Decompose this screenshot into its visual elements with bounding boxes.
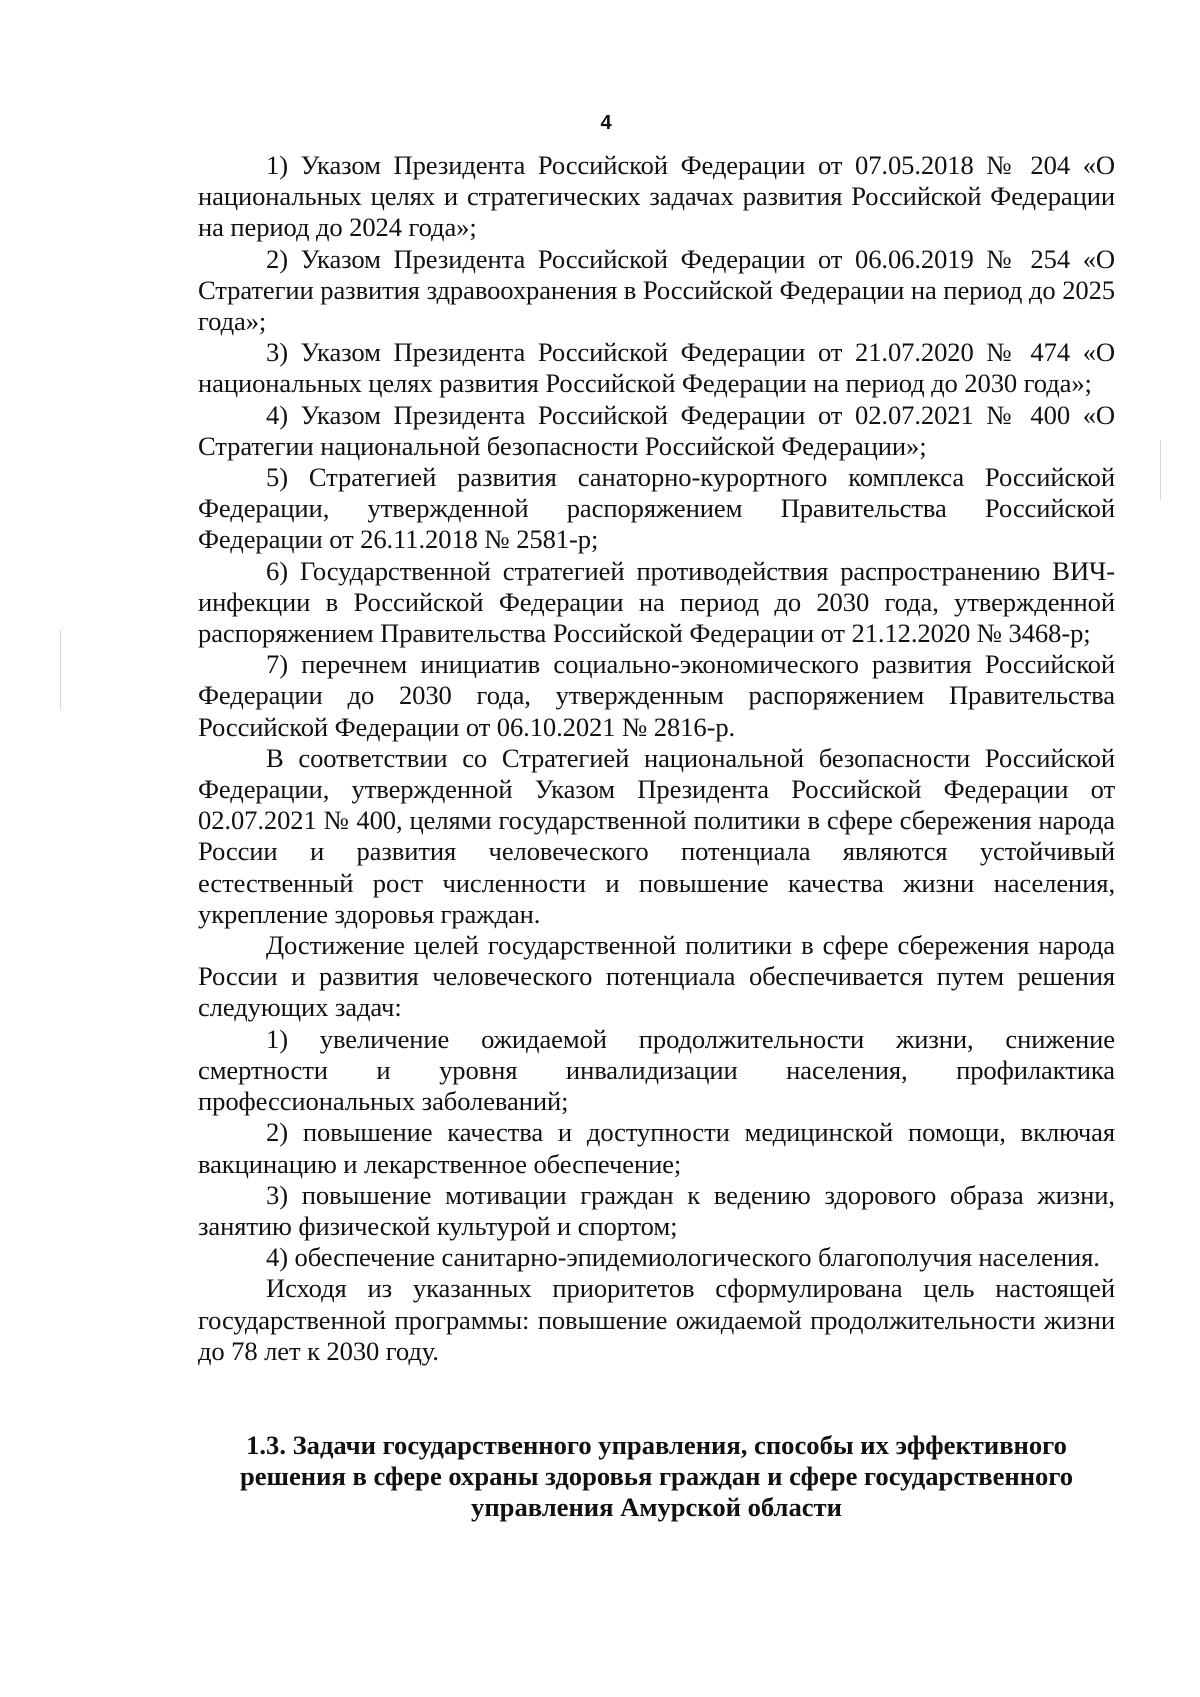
paragraph-security-strategy-goals: В соответствии со Стратегией национальной безопасности Российской Федерации, утвержденной Указом Президента Российской Федерации от 02.07.2021 № 400, целями государственной политики в сфере сбережения народа России и развития человеческого потенциала являются устойчивый естественный рост численности и повышение качества жизни населения, укрепление здоровья граждан.: [198, 742, 1115, 929]
section-heading: [198, 1430, 1115, 1523]
section-heading-line-2: решения в сфере охраны здоровья граждан и сфере государственного: [239, 1461, 1074, 1491]
body-text: [198, 150, 1115, 1367]
paragraph-task-3: 3) повышение мотивации граждан к ведению здорового образа жизни, занятию физической культурой и спортом;: [198, 1179, 1115, 1241]
section-heading-line-3: управления Амурской области: [471, 1492, 842, 1522]
page-number: 4: [600, 112, 612, 134]
paragraph-task-4: 4) обеспечение санитарно-эпидемиологического благополучия населения.: [266, 1242, 1100, 1273]
paragraph-goals-achievement: Достижение целей государственной политики в сфере сбережения народа России и развития человеческого потенциала обеспечивается путем решения следующих задач:: [198, 930, 1115, 1023]
paragraph-decree-400: 4) Указом Президента Российской Федерации от 02.07.2021 № 400 «О Стратегии национальной безопасности Российской Федерации»;: [198, 399, 1115, 461]
paragraph-program-goal: Исходя из указанных приоритетов сформулирована цель настоящей государственной программы: повышение ожидаемой продолжительности жизни до 78 лет к 2030 году.: [198, 1273, 1115, 1366]
scan-artifact-left: [60, 630, 61, 710]
paragraph-task-1: 1) увеличение ожидаемой продолжительности жизни, снижение смертности и уровня инвалидизации населения, профилактика профессиональных заболеваний;: [198, 1023, 1115, 1117]
paragraph-decree-204: 1) Указом Президента Российской Федерации от 07.05.2018 № 204 «О национальных целях и стратегических задачах развития Российской Федерации на период до 2024 года»;: [198, 150, 1115, 243]
paragraph-initiatives-list: 7) перечнем инициатив социально-экономического развития Российской Федерации до 2030 года, утвержденным распоряжением Правительства Российской Федерации от 06.10.2021 № 2816-р.: [198, 649, 1115, 742]
paragraph-task-2: 2) повышение качества и доступности медицинской помощи, включая вакцинацию и лекарственное обеспечение;: [198, 1117, 1115, 1179]
scan-artifact-right: [1160, 440, 1161, 500]
paragraph-sanatorium-strategy: 5) Стратегией развития санаторно-курортного комплекса Российской Федерации, утвержденной распоряжением Правительства Российской Федерации от 26.11.2018 № 2581-р;: [198, 462, 1115, 555]
paragraph-decree-254: 2) Указом Президента Российской Федерации от 06.06.2019 № 254 «О Стратегии развития здравоохранения в Российской Федерации на период до 2025 года»;: [198, 243, 1115, 337]
paragraph-hiv-strategy: 6) Государственной стратегией противодействия распространению ВИЧ-инфекции в Российской Федерации на период до 2030 года, утвержденной распоряжением Правительства Российской Федерации от 21.12.2020 № 3468-р;: [198, 555, 1115, 649]
section-heading-line-1: 1.3. Задачи государственного управления, способы их эффективного: [246, 1430, 1067, 1460]
paragraph-decree-474: 3) Указом Президента Российской Федерации от 21.07.2020 № 474 «О национальных целях развития Российской Федерации на период до 2030 года»;: [198, 337, 1115, 399]
